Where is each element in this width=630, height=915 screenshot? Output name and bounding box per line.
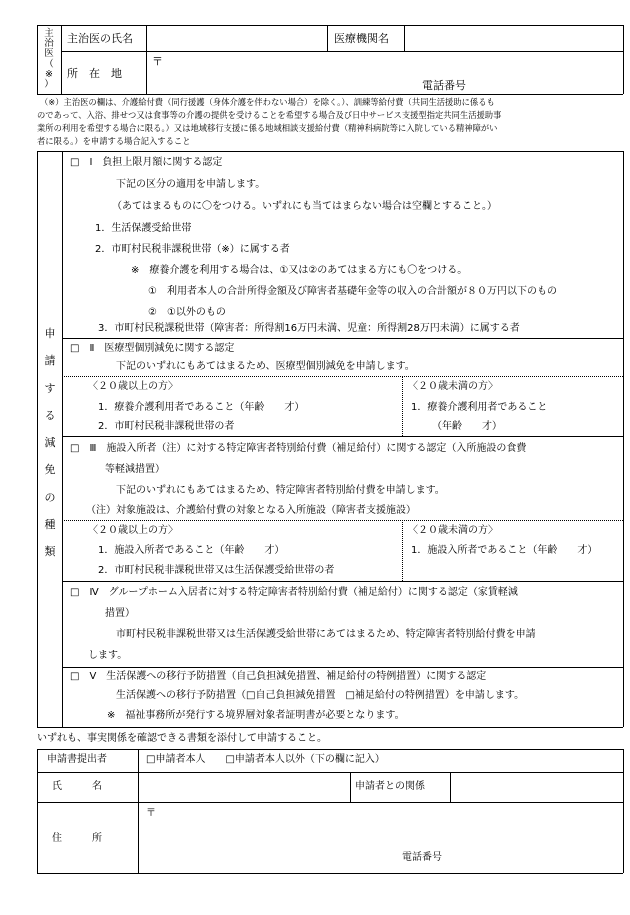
- doctor-address-field[interactable]: [147, 52, 622, 93]
- section-1-checkbox[interactable]: □ Ⅰ 負担上限月額に関する認定: [70, 157, 223, 168]
- attach-note: いずれも、事実関係を確認できる書類を添付して申請すること。: [37, 733, 327, 744]
- relation-label: 申請者との関係: [355, 781, 425, 792]
- submitter-address-label: 住 所: [52, 833, 102, 844]
- institution-label: 医療機関名: [334, 32, 389, 45]
- submitter-options[interactable]: □申請者本人 □申請者本人以外（下の欄に記入）: [146, 754, 385, 765]
- relation-field[interactable]: [451, 773, 622, 801]
- institution-name-field[interactable]: [405, 26, 622, 50]
- section-4-checkbox[interactable]: □ Ⅳ グループホーム入居者に対する特定障害者特別給付費（補足給付）に関する認定（家賃軽減: [70, 587, 518, 598]
- submitter-name-field[interactable]: [139, 773, 349, 801]
- section-5-checkbox[interactable]: □ Ⅴ 生活保護への移行予防措置（自己負担減免措置、補足給付の特例措置）に関する認定: [70, 671, 487, 682]
- submitter-name-label: 氏 名: [52, 781, 102, 792]
- doctor-address-label: 所 在 地: [67, 67, 122, 80]
- submitter-address-field[interactable]: [139, 803, 622, 872]
- doctor-postal-mark: 〒: [152, 55, 163, 68]
- submitter-postal-mark: 〒: [146, 808, 156, 819]
- doctor-phone-label: 電話番号: [422, 79, 466, 92]
- section-3-checkbox[interactable]: □ Ⅲ 施設入所者（注）に対する特定障害者特別給付費（補足給付）に関する認定（入所施設の食費: [70, 443, 527, 454]
- section-2-checkbox[interactable]: □ Ⅱ 医療型個別減免に関する認定: [70, 343, 235, 354]
- doctor-name-field[interactable]: [147, 26, 326, 50]
- submitter-phone-label: 電話番号: [402, 852, 442, 863]
- doctor-name-label: 主治医の氏名: [67, 32, 133, 45]
- submitter-label: 申請書提出者: [47, 754, 107, 765]
